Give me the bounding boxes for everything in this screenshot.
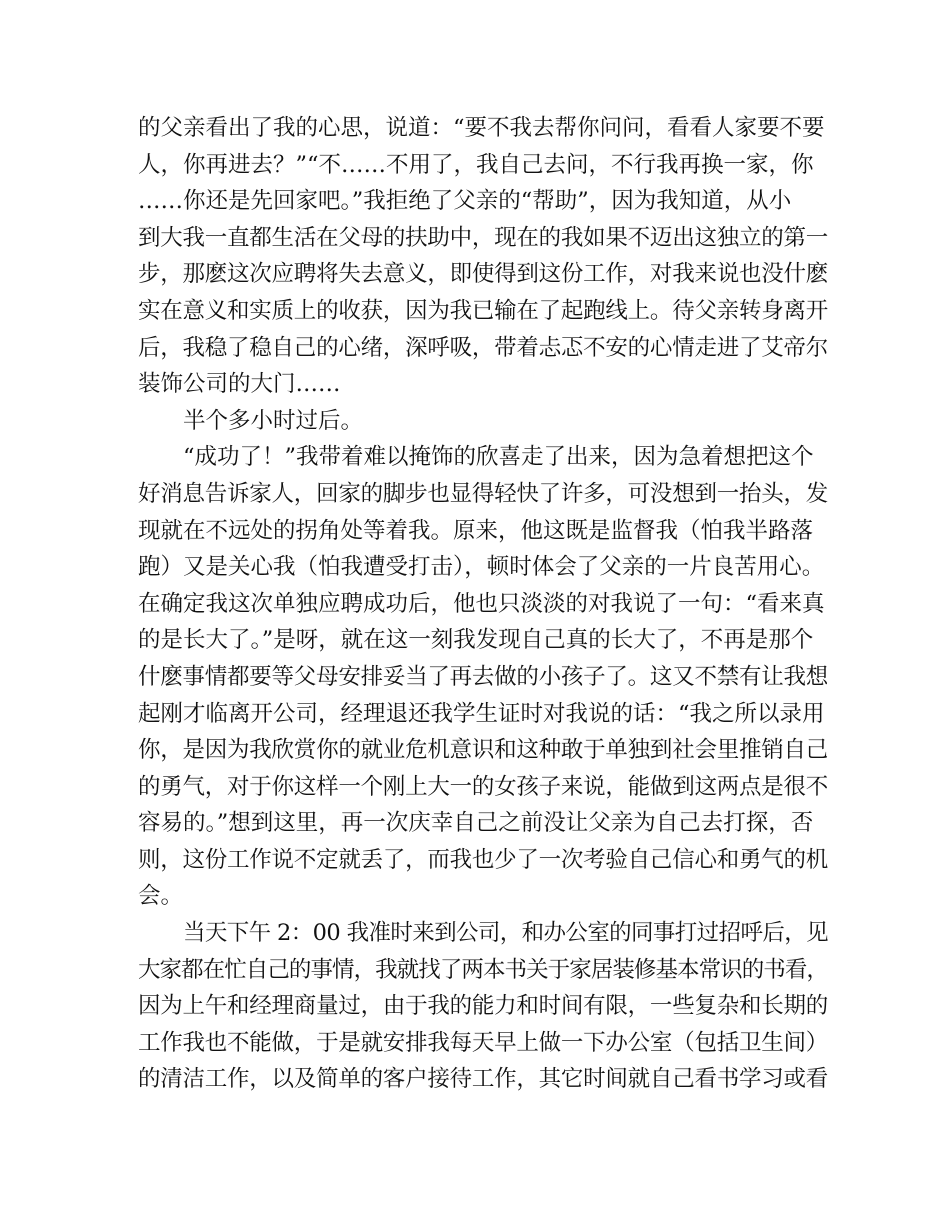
text-line: 则，这份工作说不定就丢了，而我也少了一次考验自己信心和勇气的机 bbox=[138, 846, 828, 873]
paragraph-2 bbox=[138, 403, 828, 440]
text-line: 的勇气，对于你这样一个刚上大一的女孩子来说，能做到这两点是很不 bbox=[138, 773, 828, 800]
text-line: 因为上午和经理商量过，由于我的能力和时间有限，一些复杂和长期的 bbox=[138, 993, 828, 1020]
text-line: 好消息告诉家人，回家的脚步也显得轻快了许多，可没想到一抬头，发 bbox=[138, 480, 828, 507]
text-line: 的是长大了。”是呀，就在这一刻我发现自己真的长大了，不再是那个 bbox=[138, 627, 814, 654]
text-line: 在确定我这次单独应聘成功后，他也只淡淡的对我说了一句：“看来真 bbox=[138, 590, 825, 617]
text-line: 半个多小时过后。 bbox=[183, 407, 364, 434]
text-line: 现就在不远处的拐角处等着我。原来，他这既是监督我（怕我半路落 bbox=[138, 517, 814, 544]
document-body bbox=[138, 110, 828, 1098]
text-line: 人，你再进去？”“不……不用了，我自己去问，不行我再换一家，你 bbox=[138, 151, 814, 178]
text-line: 装饰公司的大门…… bbox=[138, 371, 341, 398]
text-line: 容易的。”想到这里，再一次庆幸自己之前没让父亲为自己去打探，否 bbox=[138, 810, 814, 837]
text-line: “成功了！”我带着难以掩饰的欣喜走了出来，因为急着想把这个 bbox=[183, 444, 814, 471]
text-line: 跑）又是关心我（怕我遭受打击），顿时体会了父亲的一片良苦用心。 bbox=[138, 554, 825, 581]
text-line: 工作我也不能做，于是就安排我每天早上做一下办公室（包括卫生间） bbox=[138, 1029, 828, 1056]
paragraph-1 bbox=[138, 110, 828, 403]
text-line: 当天下午 2：00 我准时来到公司，和办公室的同事打过招呼后，见 bbox=[183, 920, 828, 947]
text-line: 的清洁工作，以及简单的客户接待工作，其它时间就自己看书学习或看 bbox=[138, 1066, 828, 1093]
text-line: 到大我一直都生活在父母的扶助中，现在的我如果不迈出这独立的第一 bbox=[138, 224, 828, 251]
text-line: 实在意义和实质上的收获，因为我已输在了起跑线上。待父亲转身离开 bbox=[138, 297, 828, 324]
text-line: ……你还是先回家吧。”我拒绝了父亲的“帮助”，因为我知道，从小 bbox=[138, 188, 792, 215]
text-line: 大家都在忙自己的事情，我就找了两本书关于家居装修基本常识的书看， bbox=[138, 956, 828, 983]
paragraph-3 bbox=[138, 439, 828, 915]
text-line: 你，是因为我欣赏你的就业危机意识和这种敢于单独到社会里推销自己 bbox=[138, 737, 828, 764]
text-line: 后，我稳了稳自己的心绪，深呼吸，带着忐忑不安的心情走进了艾帝尔 bbox=[138, 334, 828, 361]
text-line: 会。 bbox=[138, 883, 184, 910]
text-line: 的父亲看出了我的心思，说道：“要不我去帮你问问，看看人家要不要 bbox=[138, 115, 825, 141]
text-line: 步，那麽这次应聘将失去意义，即使得到这份工作，对我来说也没什麽 bbox=[138, 261, 828, 288]
paragraph-4 bbox=[138, 915, 828, 1098]
text-line: 起刚才临离开公司，经理退还我学生证时对我说的话：“我之所以录用 bbox=[138, 700, 825, 727]
text-line: 什麽事情都要等父母安排妥当了再去做的小孩子了。这又不禁有让我想 bbox=[138, 663, 828, 690]
